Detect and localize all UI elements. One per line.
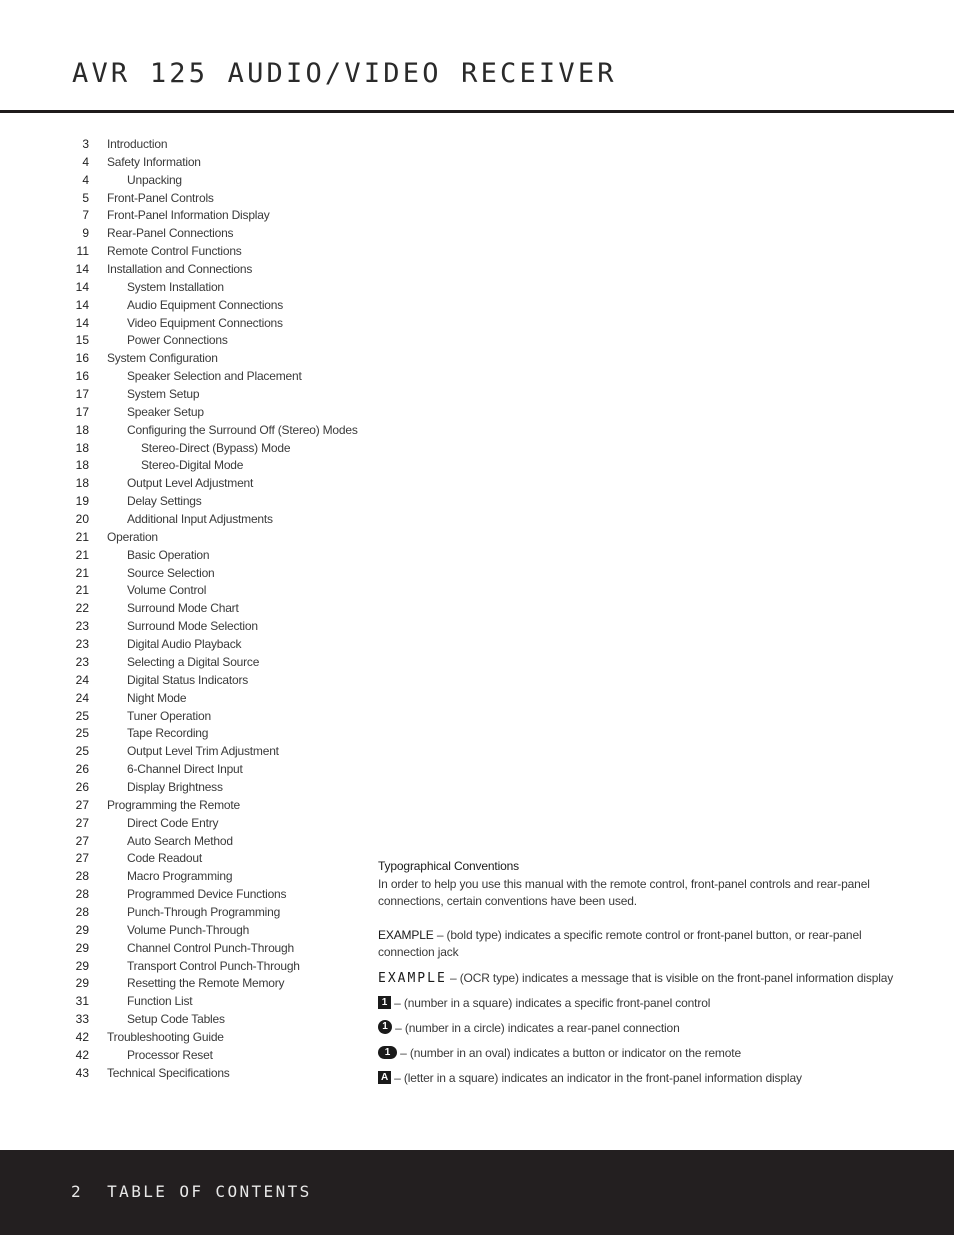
toc-entry [60,833,360,851]
toc-entry [60,993,360,1011]
toc-entry [60,154,360,172]
toc-entry-label: Installation and Connections [107,262,253,277]
toc-entry [60,136,360,154]
toc-entry [60,404,360,422]
toc-page-number: 28 [75,904,89,919]
toc-entry [60,422,360,440]
toc-entry [60,815,360,833]
toc-entry [60,207,360,225]
toc-entry [60,190,360,208]
toc-page-number: 20 [75,512,89,527]
toc-entry [60,565,360,583]
toc-entry-label: Digital Audio Playback [127,637,242,652]
toc-entry [60,440,360,458]
toc-entry [60,779,360,797]
toc-page-number: 14 [75,262,89,277]
toc-entry [60,261,360,279]
toc-entry-label: Rear-Panel Connections [107,226,234,241]
footer-bar [0,1150,954,1235]
toc-entry-label: Front-Panel Controls [107,190,214,205]
ocr-example: EXAMPLE [378,970,447,986]
toc-page-number: 42 [75,1029,89,1044]
toc-entry [60,582,360,600]
toc-entry-label: Setup Code Tables [127,1012,225,1027]
toc-page-number: 23 [75,654,89,669]
toc-entry [60,493,360,511]
toc-page-number: 21 [75,529,89,544]
toc-page-number: 21 [75,565,89,580]
toc-page-number: 29 [75,958,89,973]
square-number-description: – (number in a square) indicates a specific front-panel control [391,995,711,1010]
toc-entry-label: Code Readout [127,851,202,866]
toc-entry [60,547,360,565]
toc-page-number: 42 [75,1047,89,1062]
toc-entry [60,958,360,976]
conventions-heading: Typographical Conventions [378,859,520,873]
toc-page-number: 25 [75,708,89,723]
convention-square-number [378,994,898,1012]
header-divider [0,110,954,113]
toc-entry-label: Punch-Through Programming [127,904,281,919]
toc-entry-label: Volume Punch-Through [127,922,250,937]
toc-entry [60,886,360,904]
toc-page-number: 17 [75,404,89,419]
toc-entry [60,708,360,726]
toc-page-number: 21 [75,583,89,598]
toc-page-number: 29 [75,922,89,937]
toc-entry-label: Speaker Setup [127,404,204,419]
toc-entry [60,690,360,708]
toc-page-number: 15 [75,333,89,348]
toc-page-number: 18 [75,476,89,491]
toc-entry [60,172,360,190]
toc-entry [60,904,360,922]
toc-entry [60,297,360,315]
toc-page-number: 18 [75,422,89,437]
toc-page-number: 24 [75,690,89,705]
toc-page-number: 14 [75,279,89,294]
toc-page-number: 14 [75,315,89,330]
toc-entry [60,618,360,636]
toc-entry-label: Front-Panel Information Display [107,208,270,223]
toc-entry [60,975,360,993]
toc-entry-label: System Installation [127,279,224,294]
toc-entry-label: Delay Settings [127,494,202,509]
toc-page-number: 17 [75,387,89,402]
toc-page-number: 25 [75,726,89,741]
toc-entry-label: Safety Information [107,154,201,169]
footer-page-number: 2 [71,1182,84,1201]
toc-entry-label: Remote Control Functions [107,244,242,259]
toc-entry-label: Source Selection [127,565,215,580]
toc-entry [60,511,360,529]
toc-page-number: 9 [82,226,89,241]
toc-entry [60,1065,360,1083]
toc-entry-label: Surround Mode Selection [127,619,258,634]
toc-entry [60,868,360,886]
toc-entry-label: Digital Status Indicators [127,672,249,687]
toc-entry-label: Channel Control Punch-Through [127,940,294,955]
toc-entry [60,529,360,547]
square-letter-description: – (letter in a square) indicates an indicator in the front-panel information display [391,1070,802,1085]
toc-page-number: 19 [75,494,89,509]
toc-page-number: 28 [75,887,89,902]
toc-page-number: 33 [75,1012,89,1027]
toc-entry-label: Video Equipment Connections [127,315,283,330]
footer-section-title: TABLE OF CONTENTS [107,1182,312,1201]
toc-entry-label: Technical Specifications [107,1065,230,1080]
toc-page-number: 25 [75,744,89,759]
toc-entry-label: Power Connections [127,333,228,348]
toc-entry-label: Macro Programming [127,869,233,884]
toc-page-number: 4 [82,172,89,187]
toc-entry [60,386,360,404]
toc-page-number: 4 [82,154,89,169]
toc-entry-label: Programmed Device Functions [127,887,287,902]
convention-oval-number [378,1044,898,1062]
toc-entry [60,279,360,297]
number-circle-icon: 1 [378,1020,392,1034]
toc-entry [60,332,360,350]
toc-entry-label: Display Brightness [127,779,223,794]
toc-entry-label: Output Level Trim Adjustment [127,744,279,759]
toc-entry-label: Resetting the Remote Memory [127,976,285,991]
toc-entry-label: Unpacking [127,172,182,187]
toc-page-number: 22 [75,601,89,616]
toc-entry-label: Operation [107,529,158,544]
toc-page-number: 16 [75,351,89,366]
toc-entry-label: Volume Control [127,583,207,598]
toc-entry [60,1047,360,1065]
toc-entry-label: Additional Input Adjustments [127,512,273,527]
toc-entry-label: 6-Channel Direct Input [127,762,243,777]
toc-entry [60,636,360,654]
footer-label [71,1182,312,1201]
toc-page-number: 26 [75,779,89,794]
toc-entry [60,600,360,618]
toc-entry [60,761,360,779]
toc-page-number: 29 [75,976,89,991]
toc-entry-label: Surround Mode Chart [127,601,239,616]
toc-entry [60,368,360,386]
toc-entry-label: Processor Reset [127,1047,213,1062]
toc-entry-label: Auto Search Method [127,833,233,848]
toc-entry [60,457,360,475]
toc-page-number: 16 [75,369,89,384]
toc-page-number: 23 [75,619,89,634]
number-square-icon: 1 [378,996,391,1009]
toc-entry-label: Stereo-Digital Mode [141,458,244,473]
circle-number-description: – (number in a circle) indicates a rear-panel connection [392,1020,680,1035]
toc-page-number: 18 [75,440,89,455]
toc-entry-label: Selecting a Digital Source [127,654,260,669]
toc-entry [60,654,360,672]
toc-page-number: 23 [75,637,89,652]
toc-page-number: 27 [75,815,89,830]
toc-entry [60,725,360,743]
toc-entry [60,922,360,940]
toc-page-number: 27 [75,851,89,866]
toc-page-number: 11 [76,244,89,259]
toc-entry [60,243,360,261]
toc-entry-label: Speaker Selection and Placement [127,369,302,384]
toc-entry-label: Function List [127,994,193,1009]
toc-entry-label: Basic Operation [127,547,210,562]
toc-page-number: 21 [75,547,89,562]
toc-entry-label: Configuring the Surround Off (Stereo) Modes [127,422,358,437]
toc-page-number: 29 [75,940,89,955]
toc-page-number: 5 [82,190,89,205]
toc-page-number: 26 [75,762,89,777]
oval-number-description: – (number in an oval) indicates a button or indicator on the remote [397,1045,741,1060]
toc-page-number: 27 [75,797,89,812]
toc-entry-label: Tuner Operation [127,708,211,723]
toc-entry-label: Programming the Remote [107,797,240,812]
toc-entry [60,1011,360,1029]
convention-circle-number [378,1019,898,1037]
toc-entry-label: Direct Code Entry [127,815,219,830]
toc-page-number: 28 [75,869,89,884]
conventions-intro: In order to help you use this manual with the remote control, front-panel controls and rear-panel connections, certain conventions have been used. [378,876,870,908]
toc-entry [60,475,360,493]
toc-entry-label: System Setup [127,387,200,402]
table-of-contents [60,136,360,1083]
page-title: AVR 125 AUDIO/VIDEO RECEIVER [72,58,617,89]
number-oval-icon: 1 [378,1046,397,1059]
typographical-conventions [378,858,898,1087]
toc-entry-label: Output Level Adjustment [127,476,254,491]
letter-square-icon: A [378,1071,391,1084]
bold-example: EXAMPLE [378,927,434,942]
toc-entry [60,672,360,690]
toc-page-number: 43 [75,1065,89,1080]
toc-entry-label: Audio Equipment Connections [127,297,284,312]
toc-page-number: 31 [75,994,89,1009]
toc-entry-label: System Configuration [107,351,218,366]
toc-entry [60,225,360,243]
toc-entry [60,350,360,368]
toc-entry [60,743,360,761]
toc-entry-label: Tape Recording [127,726,209,741]
toc-entry [60,315,360,333]
toc-entry [60,797,360,815]
bold-description: – (bold type) indicates a specific remote control or front-panel button, or rear-panel connection jack [378,927,862,959]
convention-bold [378,927,898,962]
toc-page-number: 18 [75,458,89,473]
toc-entry-label: Troubleshooting Guide [107,1029,224,1044]
toc-page-number: 7 [82,208,89,223]
ocr-description: – (OCR type) indicates a message that is visible on the front-panel information display [446,970,894,985]
toc-page-number: 24 [75,672,89,687]
toc-page-number: 14 [75,297,89,312]
toc-entry-label: Introduction [107,137,168,151]
toc-entry-label: Night Mode [127,690,187,705]
toc-entry-label: Transport Control Punch-Through [127,958,300,973]
toc-entry [60,850,360,868]
toc-entry [60,940,360,958]
toc-page-number: 27 [75,833,89,848]
convention-square-letter [378,1069,898,1087]
toc-entry-label: Stereo-Direct (Bypass) Mode [141,440,291,455]
toc-page-number: 3 [82,137,89,151]
convention-ocr [378,969,898,987]
toc-entry [60,1029,360,1047]
